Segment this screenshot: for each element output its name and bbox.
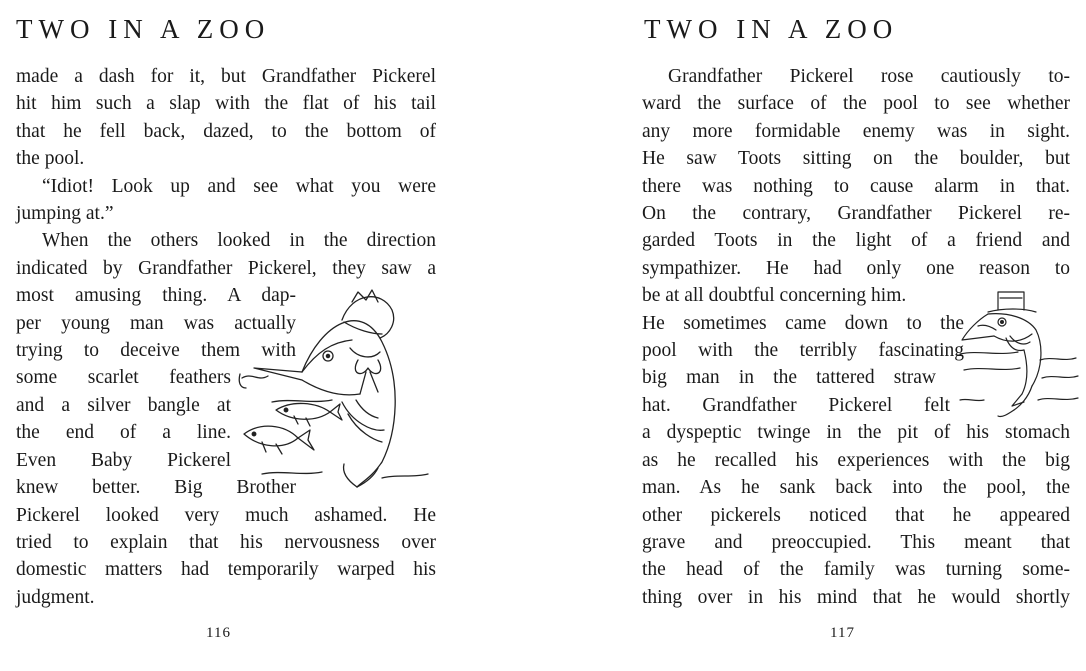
text-line: When the others looked in the direction <box>42 230 436 252</box>
text-line: Grandfather Pickerel rose cautiously to- <box>668 66 1070 87</box>
text-line: there was nothing to cause alarm in that. <box>642 175 1070 197</box>
text-line: “Idiot! Look up and see what you were <box>42 175 436 197</box>
text-line: the end of a line. <box>16 422 231 444</box>
text-line: domestic matters had temporarily warped his <box>16 559 436 581</box>
grandfather-pickerel-top-hat-illustration <box>958 290 1080 420</box>
text-line: sympathizer. He had only one reason to <box>642 257 1070 279</box>
text-line: that he fell back, dazed, to the bottom of <box>16 120 436 142</box>
text-line: pool with the terribly fascinating <box>642 340 964 362</box>
text-line: trying to deceive them with <box>16 340 296 362</box>
text-line: per young man was actually <box>16 312 296 334</box>
text-line: Even Baby Pickerel <box>16 449 231 471</box>
page-number: 117 <box>830 625 855 641</box>
text-line: man. As he sank back into the pool, the <box>642 477 1070 499</box>
text-line: garded Toots in the light of a friend and <box>642 230 1070 252</box>
text-line: hat. Grandfather Pickerel felt <box>642 394 950 416</box>
text-line: other pickerels noticed that he appeared <box>642 504 1070 526</box>
text-line: He saw Toots sitting on the boulder, but <box>642 148 1070 170</box>
page-number: 116 <box>206 625 231 641</box>
text-line: grave and preoccupied. This meant that <box>642 531 1070 553</box>
text-line: thing over in his mind that he would shortly <box>642 586 1070 608</box>
left-page <box>0 0 450 671</box>
pickerel-fish-in-bonnet-illustration <box>232 282 432 492</box>
text-line: be at all doubtful concerning him. <box>642 285 907 307</box>
text-line: some scarlet feathers <box>16 367 231 389</box>
text-line: hit him such a slap with the flat of his tail <box>16 93 436 115</box>
text-line: big man in the tattered straw <box>642 367 936 389</box>
text-line: Pickerel looked very much ashamed. He <box>16 504 436 526</box>
text-line: indicated by Grandfather Pickerel, they saw a <box>16 257 436 279</box>
text-line: judgment. <box>16 586 95 608</box>
running-header: TWO IN A ZOO <box>16 14 271 44</box>
text-line: the head of the family was turning some- <box>642 559 1070 581</box>
text-line: most amusing thing. A dap- <box>16 285 296 307</box>
text-line: ward the surface of the pool to see whether <box>642 93 1070 115</box>
text-line: made a dash for it, but Grandfather Pickerel <box>16 66 436 87</box>
text-line: knew better. Big Brother <box>16 477 296 499</box>
text-line: a dyspeptic twinge in the pit of his stomach <box>642 422 1070 444</box>
text-line: tried to explain that his nervousness over <box>16 531 436 553</box>
text-line: as he recalled his experiences with the big <box>642 449 1070 471</box>
text-line: the pool. <box>16 148 85 170</box>
text-line: and a silver bangle at <box>16 394 231 416</box>
text-line: On the contrary, Grandfather Pickerel re- <box>642 203 1070 225</box>
running-header: TWO IN A ZOO <box>644 14 899 44</box>
text-line: any more formidable enemy was in sight. <box>642 120 1070 142</box>
text-line: He sometimes came down to the <box>642 312 964 334</box>
right-page <box>630 0 1086 671</box>
text-line: jumping at.” <box>16 203 114 225</box>
